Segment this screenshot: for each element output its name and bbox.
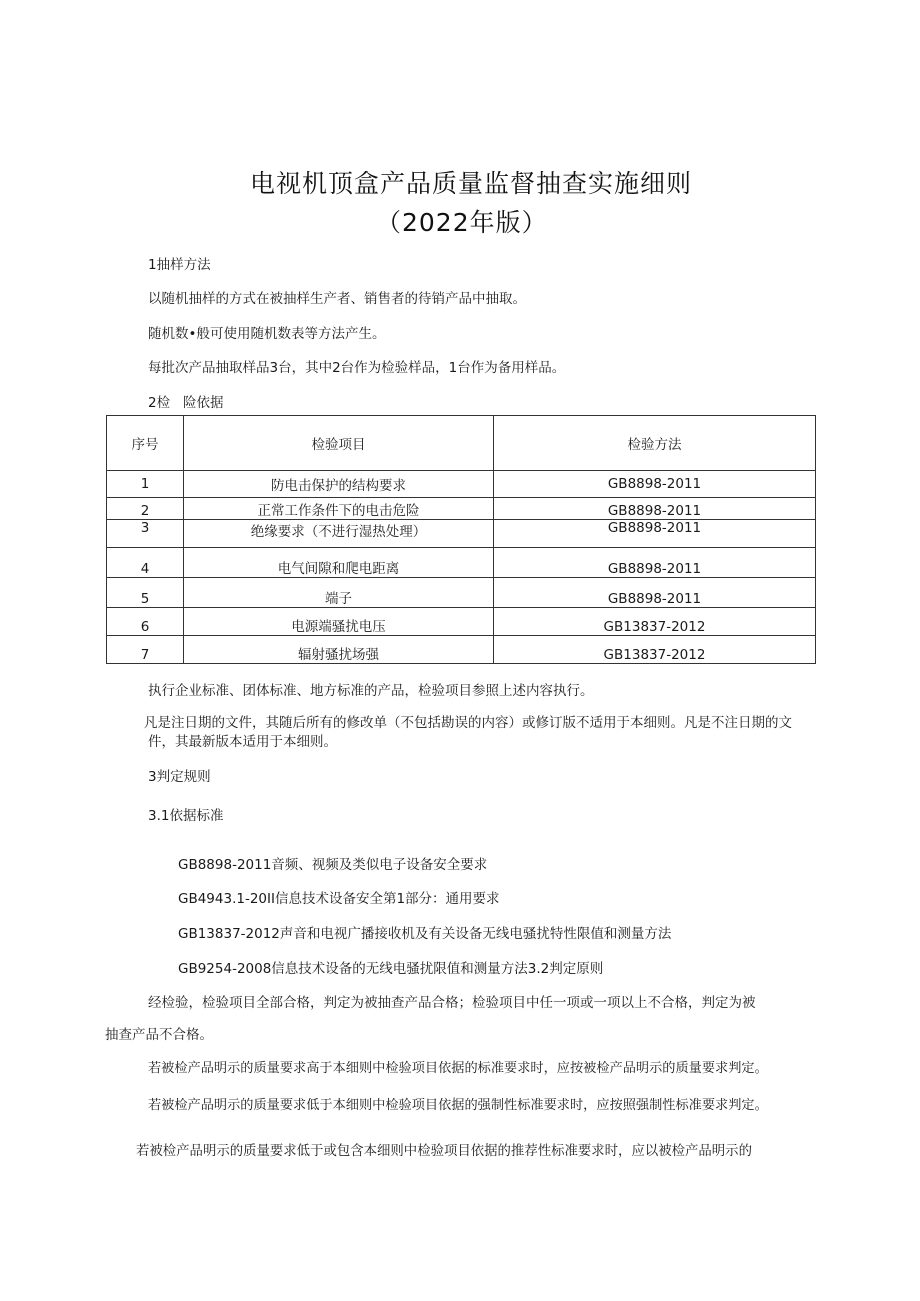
- table-cell-no: 3: [107, 520, 184, 548]
- table-cell-method: GB13837-2012: [494, 636, 816, 664]
- standard-item: GB13837-2012声音和电视广播接收机及有关设备无线电骚扰特性限值和测量方法: [178, 926, 672, 942]
- table-row: [107, 471, 816, 498]
- paragraph: 随机数•般可使用随机数表等方法产生。: [148, 326, 386, 342]
- rule-paragraph: 经检验，检验项目全部合格，判定为被抽查产品合格；检验项目中任一项或一项以上不合格，判定为被: [148, 995, 756, 1011]
- table-header-cell: 序号: [107, 416, 184, 471]
- table-cell-method: GB8898-2011: [494, 498, 816, 520]
- table-row: [107, 578, 816, 608]
- table-row: [107, 520, 816, 548]
- note-text: 凡是注日期的文件，其随后所有的修改单（不包括勘误的内容）或修订版不适用于本细则。凡是不注日期的文件，其最新版本适用于本细则。: [144, 715, 792, 750]
- table-header-cell: 检验项目: [184, 416, 494, 471]
- table-cell-item: 正常工作条件下的电击危险: [184, 498, 494, 520]
- page-title: 电视机顶盒产品质量监督抽查实施细则: [250, 169, 693, 198]
- table-row: [107, 498, 816, 520]
- table-header-cell: 检验方法: [494, 416, 816, 471]
- table-row: [107, 608, 816, 636]
- note-paragraph: 执行企业标准、团体标准、地方标准的产品，检验项目参照上述内容执行。: [148, 683, 594, 699]
- table-cell-no: 4: [107, 548, 184, 578]
- table-cell-no: 1: [107, 471, 184, 498]
- rule-paragraph: 若被检产品明示的质量要求低于本细则中检验项目依据的强制性标准要求时，应按照强制性标准要求判定。: [148, 1098, 768, 1113]
- table-cell-item: 辐射骚扰场强: [184, 636, 494, 664]
- rule-paragraph: 若被检产品明示的质量要求低于或包含本细则中检验项目依据的推荐性标准要求时，应以被检产品明示的: [136, 1144, 752, 1159]
- standard-item: GB8898-2011音频、视频及类似电子设备安全要求: [178, 857, 488, 873]
- section-2-heading-part: 2检: [148, 395, 171, 411]
- paragraph: 以随机抽样的方式在被抽样生产者、销售者的待销产品中抽取。: [148, 291, 526, 307]
- table-header-row: [107, 416, 816, 471]
- table-cell-method: GB8898-2011: [494, 520, 816, 548]
- page-subtitle: （2022年版）: [376, 208, 548, 237]
- table-cell-item: 电源端骚扰电压: [184, 608, 494, 636]
- section-3-heading: 3判定规则: [148, 769, 211, 785]
- standard-item: GB4943.1-20II信息技术设备安全第1部分：通用要求: [178, 891, 500, 907]
- table-cell-item: 绝缘要求（不进行湿热处理）: [184, 520, 494, 548]
- table-cell-no: 6: [107, 608, 184, 636]
- table-cell-method: GB8898-2011: [494, 548, 816, 578]
- table-cell-method: GB8898-2011: [494, 471, 816, 498]
- table-row: [107, 636, 816, 664]
- section-2-heading-part: 险依据: [183, 395, 224, 411]
- table-cell-no: 2: [107, 498, 184, 520]
- table-cell-item: 电气间隙和爬电距离: [184, 548, 494, 578]
- rule-paragraph: 抽查产品不合格。: [105, 1027, 213, 1043]
- table-cell-method: GB8898-2011: [494, 578, 816, 608]
- table-row: [107, 548, 816, 578]
- table-cell-no: 5: [107, 578, 184, 608]
- table-cell-method: GB13837-2012: [494, 608, 816, 636]
- inspection-table: [106, 415, 816, 664]
- table-cell-no: 7: [107, 636, 184, 664]
- table-cell-item: 防电击保护的结构要求: [184, 471, 494, 498]
- section-3-1-heading: 3.1依据标准: [148, 808, 224, 824]
- note-paragraph: [144, 714, 818, 752]
- paragraph: 每批次产品抽取样品3台，其中2台作为检验样品，1台作为备用样品。: [148, 360, 566, 376]
- rule-paragraph: 若被检产品明示的质量要求高于本细则中检验项目依据的标准要求时，应按被检产品明示的质量要求判定。: [148, 1061, 768, 1076]
- table-cell-item: 端子: [184, 578, 494, 608]
- standard-item: GB9254-2008信息技术设备的无线电骚扰限值和测量方法3.2判定原则: [178, 961, 604, 977]
- section-1-heading: 1抽样方法: [148, 257, 211, 273]
